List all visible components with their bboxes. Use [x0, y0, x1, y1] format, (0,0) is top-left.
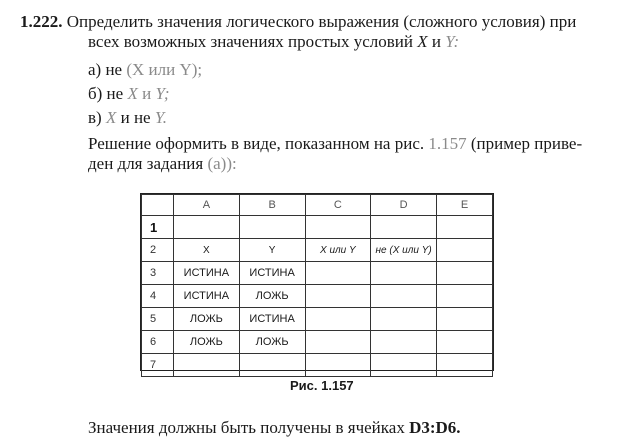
cell-b7[interactable] — [239, 354, 305, 377]
cell-b2[interactable]: Y — [239, 239, 305, 262]
item-a-expr: (X или Y); — [126, 60, 203, 79]
column-header-row — [142, 195, 493, 216]
item-b-x: X — [127, 84, 138, 103]
cell-c6[interactable] — [305, 331, 371, 354]
row-header[interactable]: 6 — [142, 331, 174, 354]
item-a-label: а) не — [88, 60, 127, 79]
cell-a6[interactable]: ЛОЖЬ — [174, 331, 240, 354]
item-c — [88, 108, 167, 128]
task-ref: (а)): — [207, 154, 237, 173]
column-header-a[interactable]: A — [174, 195, 240, 216]
sheet-row — [142, 331, 493, 354]
cell-e2[interactable] — [437, 239, 493, 262]
cell-a3[interactable]: ИСТИНА — [174, 262, 240, 285]
cell-a1[interactable] — [174, 216, 240, 239]
sheet-row — [142, 262, 493, 285]
row-header[interactable]: 7 — [142, 354, 174, 377]
sheet-row — [142, 354, 493, 377]
cell-e3[interactable] — [437, 262, 493, 285]
item-c-mid: и не — [116, 108, 155, 127]
corner-cell[interactable] — [142, 195, 174, 216]
solution-line-1 — [88, 134, 582, 154]
figure-caption: Рис. 1.157 — [290, 378, 354, 393]
footer-text: Значения должны быть получены в ячейках — [88, 418, 410, 437]
cell-d7[interactable] — [371, 354, 437, 377]
solution-text-1: Решение оформить в виде, показанном на рис. — [88, 134, 429, 153]
solution-text-1b: (пример приве- — [466, 134, 583, 153]
row-header[interactable]: 5 — [142, 308, 174, 331]
spreadsheet — [140, 193, 494, 371]
cell-a4[interactable]: ИСТИНА — [174, 285, 240, 308]
item-a — [88, 60, 202, 80]
cell-b3[interactable]: ИСТИНА — [239, 262, 305, 285]
cell-c4[interactable] — [305, 285, 371, 308]
row-header[interactable]: 4 — [142, 285, 174, 308]
cell-d2[interactable]: не (X или Y) — [371, 239, 437, 262]
cell-e7[interactable] — [437, 354, 493, 377]
cell-e6[interactable] — [437, 331, 493, 354]
sheet-row — [142, 216, 493, 239]
task-number: 1.222. — [20, 12, 63, 31]
cell-d4[interactable] — [371, 285, 437, 308]
solution-text-2: ден для задания — [88, 154, 208, 173]
item-b — [88, 84, 169, 104]
figure-ref: 1.157 — [428, 134, 467, 153]
cell-a2[interactable]: X — [174, 239, 240, 262]
task-text-1: Определить значения логического выражения (сложного условия) при — [66, 12, 577, 31]
row-header[interactable]: 3 — [142, 262, 174, 285]
cell-c7[interactable] — [305, 354, 371, 377]
cell-d5[interactable] — [371, 308, 437, 331]
cell-c3[interactable] — [305, 262, 371, 285]
cell-d1[interactable] — [371, 216, 437, 239]
spreadsheet-grid — [141, 194, 493, 377]
task-line-2 — [88, 32, 459, 52]
conj: и — [427, 32, 446, 51]
sheet-row — [142, 308, 493, 331]
column-header-e[interactable]: E — [437, 195, 493, 216]
row-header[interactable]: 1 — [142, 216, 174, 239]
cell-d3[interactable] — [371, 262, 437, 285]
cell-e5[interactable] — [437, 308, 493, 331]
column-header-d[interactable]: D — [371, 195, 437, 216]
cell-b1[interactable] — [239, 216, 305, 239]
item-b-y: Y; — [155, 84, 170, 103]
cell-d6[interactable] — [371, 331, 437, 354]
cell-c2[interactable]: X или Y — [305, 239, 371, 262]
var-y: Y: — [445, 32, 460, 51]
column-header-c[interactable]: C — [305, 195, 371, 216]
cell-a5[interactable]: ЛОЖЬ — [174, 308, 240, 331]
cell-e1[interactable] — [437, 216, 493, 239]
sheet-row — [142, 285, 493, 308]
cell-c5[interactable] — [305, 308, 371, 331]
item-c-y: Y. — [154, 108, 167, 127]
cell-a7[interactable] — [174, 354, 240, 377]
item-b-and: и — [137, 84, 156, 103]
cell-range: D3:D6. — [409, 418, 461, 437]
cell-e4[interactable] — [437, 285, 493, 308]
item-b-label: б) не — [88, 84, 128, 103]
task-line-1 — [20, 12, 576, 32]
solution-line-2 — [88, 154, 237, 174]
cell-c1[interactable] — [305, 216, 371, 239]
cell-b4[interactable]: ЛОЖЬ — [239, 285, 305, 308]
cell-b6[interactable]: ЛОЖЬ — [239, 331, 305, 354]
sheet-row — [142, 239, 493, 262]
footer-line — [88, 418, 461, 438]
item-c-label: в) — [88, 108, 106, 127]
var-x: X — [417, 32, 428, 51]
cell-b5[interactable]: ИСТИНА — [239, 308, 305, 331]
item-c-x: X — [105, 108, 117, 127]
row-header[interactable]: 2 — [142, 239, 174, 262]
task-text-2: всех возможных значениях простых условий — [88, 32, 418, 51]
column-header-b[interactable]: B — [239, 195, 305, 216]
